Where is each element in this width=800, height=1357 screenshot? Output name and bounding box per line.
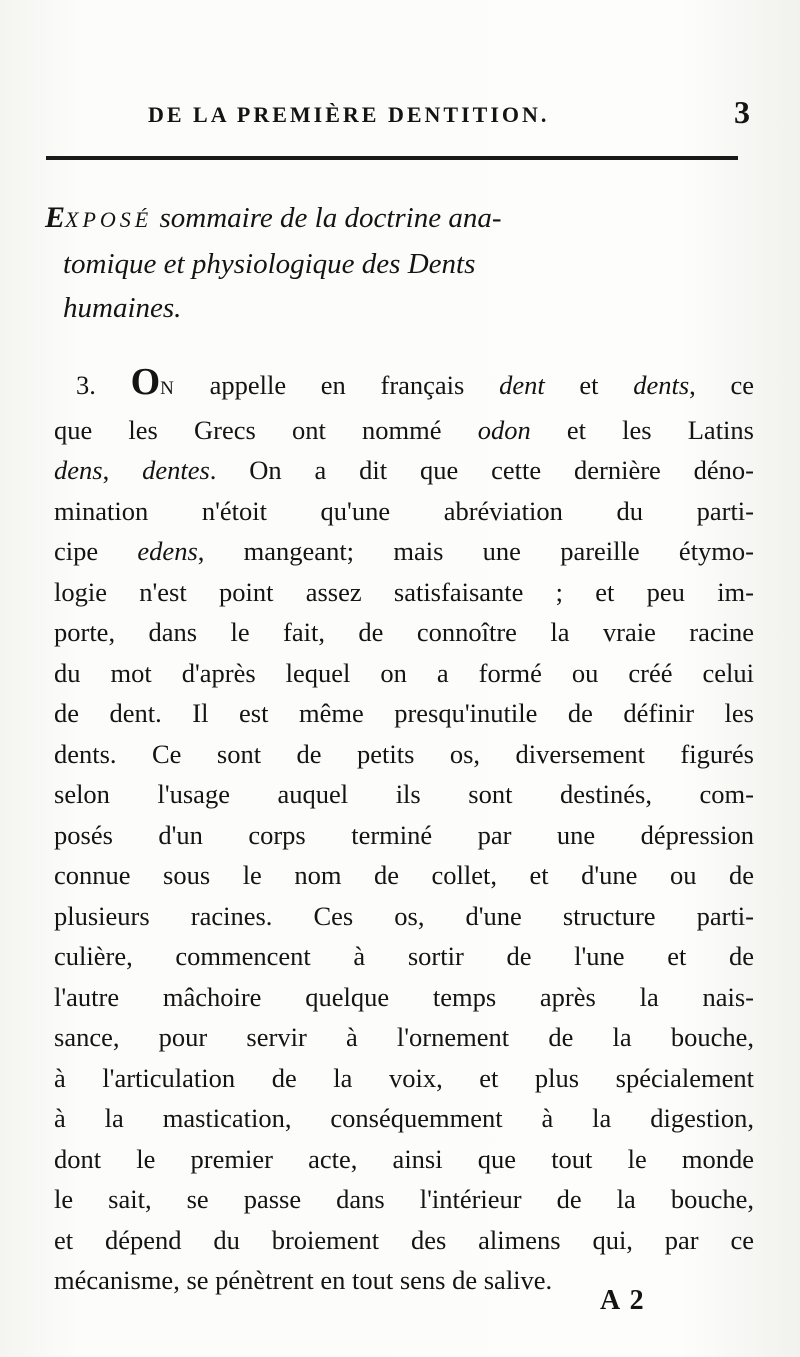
running-title: DE LA PREMIÈRE DENTITION. — [148, 102, 550, 127]
body-line-emphasis: dens — [54, 455, 103, 485]
body-line — [54, 450, 754, 491]
body-line: connue sous le nom de collet, et d'une ou de — [54, 860, 754, 890]
body-line: mination n'étoit qu'une abréviation du parti- — [54, 495, 754, 526]
body-line-emphasis: dent — [499, 370, 545, 400]
drop-initial: O — [130, 361, 161, 403]
body-line-text: que les Grecs ont nommé — [54, 414, 478, 445]
body-line: porte, dans le fait, de connoître la vraie racine — [54, 617, 754, 647]
body-line: culière, commencent à sortir de l'une et de — [54, 941, 754, 971]
body-line: plusieurs racines. Ces os, d'une structure parti- — [54, 900, 754, 931]
body-line: du mot d'après lequel on a formé ou créé celui — [54, 657, 754, 688]
body-line: à l'articulation de la voix, et plus spécialement — [54, 1062, 754, 1093]
body-line-text: et les Latins — [530, 414, 754, 445]
body-line-text: et — [544, 370, 634, 400]
body-line — [54, 531, 754, 572]
drop-initial-rest: N — [160, 378, 175, 399]
section-heading-line-3: humaines. — [63, 292, 182, 324]
section-heading-line-1-rest: sommaire de la doctrine ana- — [152, 202, 502, 234]
body-line-text: cipe — [54, 536, 138, 566]
body-line: mécanisme, se pénètrent en tout sens de salive. — [54, 1265, 553, 1295]
header-rule — [46, 156, 738, 160]
body-line-text: , mangeant; mais une pareille étymo- — [197, 536, 754, 566]
body-line-text: , — [102, 455, 143, 485]
body-line — [54, 410, 754, 451]
body-paragraph — [54, 362, 754, 1301]
body-line — [54, 362, 754, 410]
body-line: à la mastication, conséquemment à la digestion, — [54, 1103, 754, 1133]
body-line: selon l'usage auquel ils sont destinés, com- — [54, 779, 754, 809]
body-line-emphasis: odon — [477, 414, 531, 445]
section-heading-line-2: tomique et physiologique des Dents — [63, 248, 476, 280]
page-number: 3 — [734, 94, 750, 130]
body-line: logie n'est point assez satisfaisante ; et peu im- — [54, 576, 754, 607]
body-line-text: . On a dit que cette dernière déno- — [209, 455, 754, 485]
body-line: sance, pour servir à l'ornement de la bouche, — [54, 1022, 754, 1052]
body-line: le sait, se passe dans l'intérieur de la bouche, — [54, 1184, 754, 1214]
body-line: de dent. Il est même presqu'inutile de définir les — [54, 698, 754, 728]
body-line: posés d'un corps terminé par une dépression — [54, 819, 754, 850]
body-line-emphasis: dentes — [142, 455, 210, 485]
section-heading-initial: E — [45, 201, 66, 234]
body-line-text: appelle en français — [174, 370, 500, 400]
section-heading-line-1 — [45, 196, 755, 242]
paragraph-number: 3. — [76, 370, 96, 400]
running-head — [60, 94, 750, 134]
section-heading-lead-rest: XPOSÉ — [65, 207, 153, 232]
signature-mark: A 2 — [600, 1285, 646, 1316]
body-line-emphasis: edens — [137, 536, 198, 566]
body-line: l'autre mâchoire quelque temps après la nais- — [54, 981, 754, 1012]
section-heading — [45, 196, 755, 330]
body-line-text: , ce — [689, 370, 755, 400]
body-line: dont le premier acte, ainsi que tout le monde — [54, 1143, 754, 1174]
body-line: dents. Ce sont de petits os, diversement figurés — [54, 738, 754, 769]
body-line-emphasis: dents — [633, 370, 690, 400]
body-line: et dépend du broiement des alimens qui, par ce — [54, 1224, 754, 1255]
